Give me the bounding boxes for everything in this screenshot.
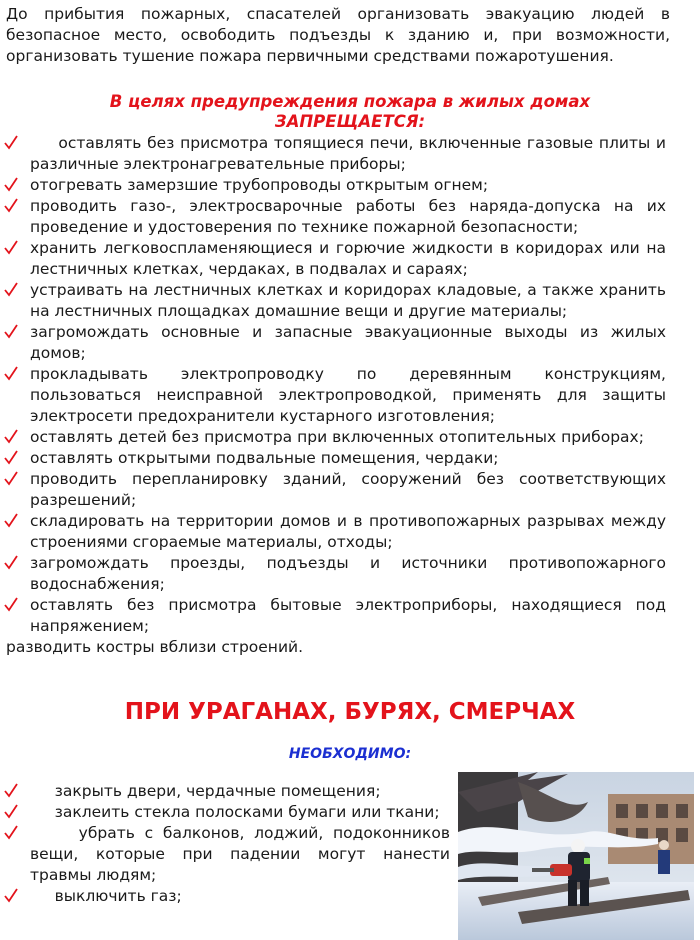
- list-item-text: проводить газо-, электросварочные работы без наряда-допуска на их проведение и удостоверения по технике пожарной безопасности;: [30, 197, 671, 236]
- checkmark-icon: [4, 511, 18, 531]
- photo-illustration: [458, 772, 694, 940]
- list-item-text: оставлять без присмотра бытовые электроприборы, находящиеся под напряжением;: [30, 596, 671, 635]
- list-item-text: оставлять без присмотра топящиеся печи, включенные газовые плиты и различные электронагревательные приборы;: [30, 134, 671, 173]
- prohibited-list: [0, 133, 700, 658]
- checkmark-icon: [4, 781, 18, 801]
- list-item-text: оставлять детей без присмотра при включенных отопительных приборах;: [30, 428, 644, 446]
- list-item-text: загромождать основные и запасные эвакуационные выходы из жилых домов;: [30, 323, 671, 362]
- list-item-text: складировать на территории домов и в противопожарных разрывах между строениями сгораемые материалы, отходы;: [30, 512, 671, 551]
- list-item: [0, 196, 700, 238]
- checkmark-icon: [4, 427, 18, 447]
- checkmark-icon: [4, 133, 18, 153]
- list-item-text: заклеить стекла полосками бумаги или ткани;: [30, 803, 440, 821]
- list-item-text: закрыть двери, чердачные помещения;: [30, 782, 381, 800]
- list-item: [0, 781, 450, 802]
- list-item: [0, 322, 700, 364]
- list-item: [0, 238, 700, 280]
- checkmark-icon: [4, 802, 18, 822]
- checkmark-icon: [4, 886, 18, 906]
- list-item: [0, 595, 700, 637]
- list-item: [0, 886, 450, 907]
- list-item: [0, 364, 700, 427]
- checkmark-icon: [4, 196, 18, 216]
- list-item-text: убрать с балконов, лоджий, подоконников вещи, которые при падении могут нанести травмы людям;: [30, 824, 455, 884]
- checkmark-icon: [4, 448, 18, 468]
- storm-section-heading: ПРИ УРАГАНАХ, БУРЯХ, СМЕРЧАХ: [124, 699, 576, 725]
- list-item: [0, 448, 700, 469]
- checkmark-icon: [4, 238, 18, 258]
- list-item-text: хранить легковоспламеняющиеся и горючие жидкости в коридорах или на лестничных клетках, чердаках, в подвалах и сараях;: [30, 239, 671, 278]
- list-item-text: загромождать проезды, подъезды и источники противопожарного водоснабжения;: [30, 554, 671, 593]
- list-item: [0, 823, 455, 886]
- intro-paragraph: До прибытия пожарных, спасателей организовать эвакуацию людей в безопасное место, освободить подъезды к зданию и, при возможности, организовать тушение пожара первичными средствами пожаротушения.: [6, 5, 670, 65]
- checkmark-icon: [4, 469, 18, 489]
- list-item: [0, 469, 700, 511]
- list-last-line: разводить костры вблизи строений.: [6, 638, 304, 656]
- storm-required-list: [0, 781, 455, 907]
- list-item-text: проводить перепланировку зданий, сооружений без соответствующих разрешений;: [30, 470, 671, 509]
- checkmark-icon: [4, 280, 18, 300]
- list-item: [0, 133, 700, 175]
- list-item-text: оставлять открытыми подвальные помещения, чердаки;: [30, 449, 499, 467]
- checkmark-icon: [4, 553, 18, 573]
- checkmark-icon: [4, 595, 18, 615]
- list-item: [0, 280, 700, 322]
- list-item-text: отогревать замерзшие трубопроводы открытым огнем;: [30, 176, 489, 194]
- checkmark-icon: [4, 322, 18, 342]
- checkmark-icon: [4, 823, 18, 843]
- list-item-text: прокладывать электропроводку по деревянным конструкциям, пользоваться неисправной электропроводкой, применять для защиты электросети предохранители кустарного изготовления;: [30, 365, 671, 425]
- rescuer-snow-photo: [458, 772, 694, 940]
- list-item: [0, 553, 700, 595]
- list-item-text: устраивать на лестничных клетках и коридорах кладовые, а также хранить на лестничных площадках домашние вещи и другие материалы;: [30, 281, 671, 320]
- list-item: [0, 802, 450, 823]
- required-subheading: НЕОБХОДИМО:: [288, 746, 412, 762]
- list-item: [0, 427, 700, 448]
- fire-prevention-heading: В целях предупреждения пожара в жилых домах: [109, 92, 591, 111]
- checkmark-icon: [4, 364, 18, 384]
- list-item: [0, 175, 700, 196]
- prohibited-heading: ЗАПРЕЩАЕТСЯ:: [274, 112, 426, 131]
- list-item: [0, 511, 700, 553]
- checkmark-icon: [4, 175, 18, 195]
- list-item-text: выключить газ;: [30, 887, 182, 905]
